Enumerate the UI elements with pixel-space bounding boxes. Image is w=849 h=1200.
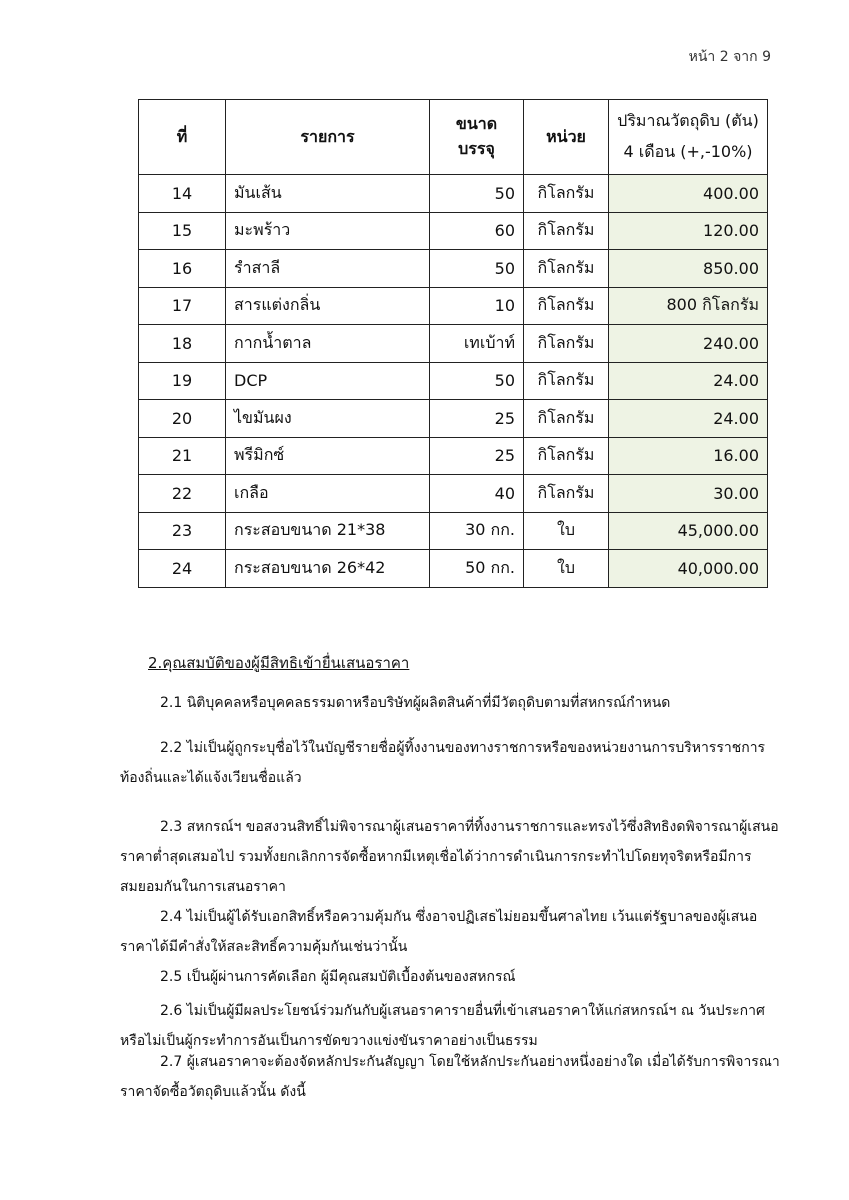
cell-name: ไขมันผง (226, 400, 430, 438)
page-number: หน้า 2 จาก 9 (688, 49, 771, 65)
cell-no: 22 (139, 475, 226, 513)
cell-name: สารแต่งกลิ่น (226, 287, 430, 325)
paragraph-2-4: 2.4 ไม่เป็นผู้ได้รับเอกสิทธิ์หรือความคุ้มกัน ซึ่งอาจปฏิเสธไม่ยอมขึ้นศาลไทย เว้นแต่รัฐบาลของผู้เสนอราคาได้มีคำสั่งให้สละสิทธิ์ความคุ้มกันเช่นว่านั้น (120, 909, 758, 955)
table-row (139, 437, 768, 475)
cell-no: 19 (139, 362, 226, 400)
cell-quantity: 400.00 (609, 175, 768, 213)
cell-quantity: 30.00 (609, 475, 768, 513)
cell-size: 25 (430, 437, 524, 475)
cell-name: กากน้ำตาล (226, 325, 430, 363)
cell-unit: ใบ (524, 512, 609, 550)
cell-unit: กิโลกรัม (524, 212, 609, 250)
table-row (139, 287, 768, 325)
cell-name: กระสอบขนาด 26*42 (226, 550, 430, 588)
cell-quantity: 800 กิโลกรัม (609, 287, 768, 325)
cell-unit: กิโลกรัม (524, 475, 609, 513)
cell-no: 20 (139, 400, 226, 438)
table-header-row (139, 100, 768, 175)
cell-size: 25 (430, 400, 524, 438)
paragraph-2-5: 2.5 เป็นผู้ผ่านการคัดเลือก ผู้มีคุณสมบัติเบื้องต้นของสหกรณ์ (160, 969, 516, 985)
cell-quantity: 120.00 (609, 212, 768, 250)
cell-unit: ใบ (524, 550, 609, 588)
cell-quantity: 240.00 (609, 325, 768, 363)
header-size: ขนาดบรรจุ (430, 100, 524, 175)
cell-quantity: 24.00 (609, 400, 768, 438)
table-row (139, 400, 768, 438)
cell-quantity: 16.00 (609, 437, 768, 475)
table-row (139, 512, 768, 550)
cell-name: มันเส้น (226, 175, 430, 213)
cell-quantity: 24.00 (609, 362, 768, 400)
header-no: ที่ (139, 100, 226, 175)
cell-no: 23 (139, 512, 226, 550)
cell-size: 50 (430, 362, 524, 400)
cell-no: 21 (139, 437, 226, 475)
header-quantity-line1: ปริมาณวัตถุดิบ (ตัน) (617, 111, 759, 130)
paragraph-2-3: 2.3 สหกรณ์ฯ ขอสงวนสิทธิ์ไม่พิจารณาผู้เสนอราคาที่ทิ้งงานราชการและทรงไว้ซึ่งสิทธิงดพิจารณาผู้เสนอราคาต่ำสุดเสมอไป รวมทั้งยกเลิกการจัดซื้อหากมีเหตุเชื่อได้ว่าการดำเนินการกระทำไปโดยทุจริตหรือมีการสมยอมกันในการเสนอราคา (120, 819, 779, 895)
cell-unit: กิโลกรัม (524, 437, 609, 475)
cell-unit: กิโลกรัม (524, 287, 609, 325)
cell-unit: กิโลกรัม (524, 325, 609, 363)
cell-size: 30 กก. (430, 512, 524, 550)
cell-unit: กิโลกรัม (524, 400, 609, 438)
cell-name: เกลือ (226, 475, 430, 513)
table-row (139, 550, 768, 588)
cell-quantity: 45,000.00 (609, 512, 768, 550)
header-quantity (609, 100, 768, 175)
paragraph-2-7: 2.7 ผู้เสนอราคาจะต้องจัดหลักประกันสัญญา โดยใช้หลักประกันอย่างหนึ่งอย่างใด เมื่อได้รับการพิจารณาราคาจัดซื้อวัตถุดิบแล้วนั้น ดังนี้ (120, 1054, 780, 1100)
cell-size: 60 (430, 212, 524, 250)
cell-unit: กิโลกรัม (524, 175, 609, 213)
cell-name: กระสอบขนาด 21*38 (226, 512, 430, 550)
raw-materials-table (138, 99, 768, 588)
cell-size: 50 (430, 250, 524, 288)
header-name: รายการ (226, 100, 430, 175)
cell-no: 14 (139, 175, 226, 213)
cell-quantity: 40,000.00 (609, 550, 768, 588)
paragraph-2-2: 2.2 ไม่เป็นผู้ถูกระบุชื่อไว้ในบัญชีรายชื่อผู้ทิ้งงานของทางราชการหรือของหน่วยงานการบริหารราชการท้องถิ่นและได้แจ้งเวียนชื่อแล้ว (120, 740, 766, 786)
table-row (139, 325, 768, 363)
cell-no: 24 (139, 550, 226, 588)
cell-name: DCP (226, 362, 430, 400)
cell-size: 50 กก. (430, 550, 524, 588)
table-row (139, 475, 768, 513)
cell-size: 10 (430, 287, 524, 325)
header-unit: หน่วย (524, 100, 609, 175)
section-title: 2.คุณสมบัติของผู้มีสิทธิเข้ายื่นเสนอราคา (148, 654, 410, 672)
table-row (139, 175, 768, 213)
table-row (139, 212, 768, 250)
table-row (139, 362, 768, 400)
cell-no: 16 (139, 250, 226, 288)
cell-unit: กิโลกรัม (524, 362, 609, 400)
cell-no: 18 (139, 325, 226, 363)
cell-size: เทเบ้าท์ (430, 325, 524, 363)
cell-name: รำสาลี (226, 250, 430, 288)
cell-name: มะพร้าว (226, 212, 430, 250)
paragraph-2-1: 2.1 นิติบุคคลหรือบุคคลธรรมดาหรือบริษัทผู้ผลิตสินค้าที่มีวัตถุดิบตามที่สหกรณ์กำหนด (160, 695, 671, 711)
paragraph-2-6: 2.6 ไม่เป็นผู้มีผลประโยชน์ร่วมกันกับผู้เสนอราคารายอื่นที่เข้าเสนอราคาให้แก่สหกรณ์ฯ ณ วันประกาศ หรือไม่เป็นผู้กระทำการอันเป็นการขัดขวางแข่งขันราคาอย่างเป็นธรรม (120, 1003, 765, 1049)
table-row (139, 250, 768, 288)
cell-size: 40 (430, 475, 524, 513)
cell-unit: กิโลกรัม (524, 250, 609, 288)
cell-quantity: 850.00 (609, 250, 768, 288)
cell-size: 50 (430, 175, 524, 213)
cell-no: 15 (139, 212, 226, 250)
table-body (139, 175, 768, 588)
header-quantity-line2: 4 เดือน (+,-10%) (623, 142, 753, 161)
cell-name: พรีมิกซ์ (226, 437, 430, 475)
cell-no: 17 (139, 287, 226, 325)
